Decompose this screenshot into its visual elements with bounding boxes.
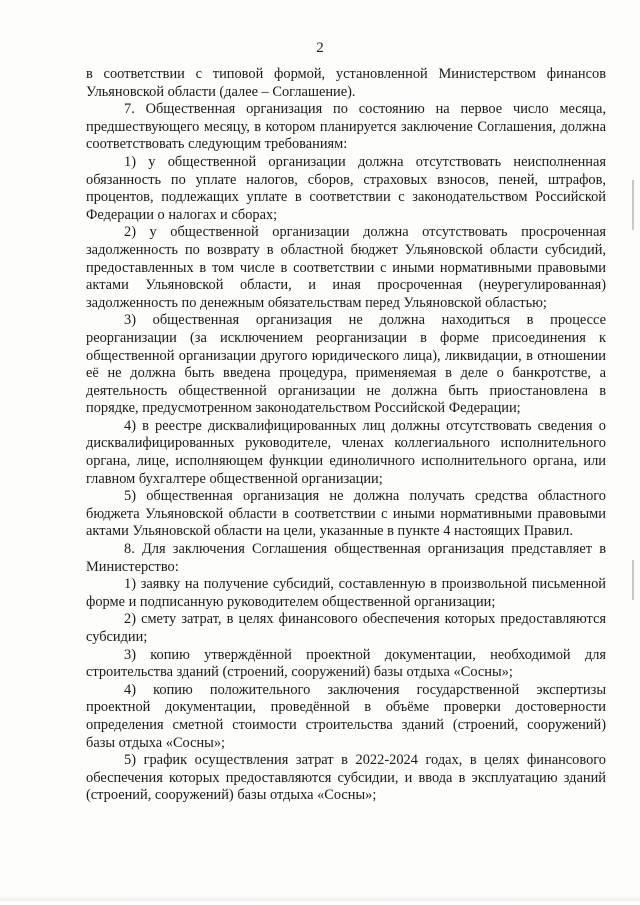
paragraph-8-subitem-1: 1) заявку на получение субсидий, составленную в произвольной письменной форме и подписанную руководителем общественной организации; <box>86 576 606 610</box>
scan-shadow <box>0 895 640 901</box>
paragraph-item-7: 7. Общественная организация по состоянию на первое число месяца, предшествующего месяцу, в котором планируется заключение Соглашения, должна соответствовать следующим требованиям: <box>86 101 606 153</box>
paragraph-7-subitem-4: 4) в реестре дисквалифицированных лиц должны отсутствовать сведения о дисквалифицированных руководителе, членах коллегиального исполнительного органа, лице, исполняющем функции единоличного исполнительного органа, или главном бухгалтере общественной организации; <box>86 417 606 487</box>
scan-edge-mark <box>632 180 634 230</box>
paragraph-7-subitem-1: 1) у общественной организации должна отсутствовать неисполненная обязанность по уплате налогов, сборов, страховых взносов, пеней, штрафов, процентов, подлежащих уплате в соответствии с законодательством Российской Федерации о налогах и сборах; <box>86 153 606 223</box>
paragraph-8-subitem-3: 3) копию утверждённой проектной документации, необходимой для строительства зданий (строений, сооружений) базы отдыха «Сосны»; <box>86 646 606 681</box>
paragraph-8-subitem-5: 5) график осуществления затрат в 2022-2024 годах, в целях финансового обеспечения которых предоставляются субсидии, и ввода в эксплуатацию зданий (строений, сооружений) базы отдыха «Сосны»; <box>86 752 606 804</box>
paragraph-item-8: 8. Для заключения Соглашения общественная организация представляет в Министерство: <box>86 541 606 575</box>
page-number: 2 <box>316 40 324 56</box>
paragraph-8-subitem-2: 2) смету затрат, в целях финансового обеспечения которых предоставляются субсидии; <box>86 611 606 645</box>
paragraph-8-subitem-4: 4) копию положительного заключения государственной экспертизы проектной документации, проведённой в объёме проверки достоверности определения сметной стоимости строительства зданий (строений, сооружений) базы отдыха «Сосны»; <box>86 681 606 751</box>
document-body <box>86 66 606 805</box>
paragraph-7-subitem-5: 5) общественная организация не должна получать средства областного бюджета Ульяновской области в соответствии с иными нормативными правовыми актами Ульяновской области на цели, указанные в пункте 4 настоящих Правил. <box>86 488 606 540</box>
paragraph-continuation: в соответствии с типовой формой, установленной Министерством финансов Ульяновской области (далее – Соглашение). <box>86 66 606 100</box>
paragraph-7-subitem-3: 3) общественная организация не должна находиться в процессе реорганизации (за исключением реорганизации в форме присоединения к общественной организации другого юридического лица), ликвидации, в отношении её не должна быть введена процедура, применяемая в деле о банкротстве, а деятельность общественной организации не должна быть приостановлена в порядке, предусмотренном законодательством Российской Федерации; <box>86 312 606 417</box>
paragraph-7-subitem-2: 2) у общественной организации должна отсутствовать просроченная задолженность по возврату в областной бюджет Ульяновской области субсидий, предоставленных в том числе в соответствии с иными нормативными правовыми актами Ульяновской области, и иная просроченная (неурегулированная) задолженность по денежным обязательствам перед Ульяновской областью; <box>86 224 606 311</box>
scan-edge-mark <box>632 560 634 600</box>
